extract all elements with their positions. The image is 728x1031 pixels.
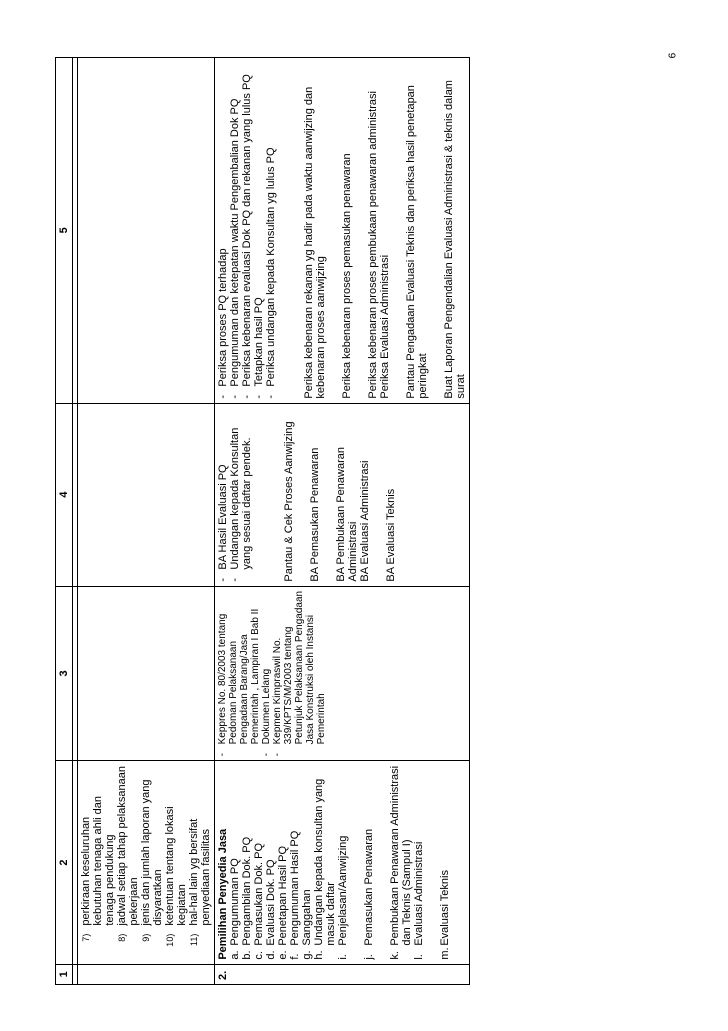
section-references (215, 586, 470, 761)
check-item: Periksa kebenaran proses pemasukan penawaran (341, 153, 353, 399)
list-item: d. Evaluasi Dok. PQ (265, 859, 277, 960)
output-item: BA Pemasukan Penawaran (309, 447, 321, 582)
check-item: Periksa kebenaran proses pembukaan penawaran administrasi (367, 91, 379, 399)
header-col-4: 4 (56, 403, 73, 586)
header-col-5: 5 (56, 58, 73, 404)
continuation-row (78, 58, 215, 985)
check-item: - Pengumuman dan ketepatan waktu Pengembalian Dok PQ (229, 62, 241, 399)
header-row (56, 58, 73, 985)
list-item: m. Evaluasi Teknis (439, 870, 451, 960)
check-item: Periksa kebenaran rekanan yg hadir pada waktu aanwijzing dan kebenaran proses aanwijzing (303, 86, 327, 399)
page-number: 9 (665, 52, 677, 59)
check-item: Pantau Pengadaan Evaluasi Teknis dan periksa hasil penetapan peringkat (405, 85, 429, 399)
check-item: Periksa Evaluasi Administrasi (379, 254, 391, 399)
reference-item: - Kepmen Kimpraswil No. 339/KPTS/M/2003 tentang Petunjuk Pelaksanaan Pengadaan Jasa Konstruksi oleh Instansi Pemerintah (272, 591, 327, 757)
section-checks (215, 58, 470, 404)
output-item: BA Pembukaan Penawaran Administrasi (335, 447, 359, 582)
section-steps (215, 761, 470, 964)
list-item: c. Pemasukan Dok. PQ (253, 842, 265, 960)
check-item: Buat Laporan Pengendalian Evaluasi Administrasi & teknis dalam surat (443, 80, 467, 399)
list-item: j. Pemasukan Penawaran (363, 828, 375, 960)
output-item: Pantau & Cek Proses Aanwijzing (283, 421, 295, 582)
header-col-3: 3 (56, 586, 73, 761)
continuation-items (78, 761, 215, 964)
list-item: 7) perkiraan keseluruhan kebutuhan tenaga ahli dan tenaga pendukung (80, 796, 116, 942)
list-item: h. Undangan kepada konsultan yang masuk daftar (313, 778, 337, 960)
list-item: 10) ketentuan tentang lokasi kegiatan (164, 806, 188, 947)
output-item: BA Evaluasi Administrasi (359, 460, 371, 582)
list-item: g. Sanggahan (301, 889, 313, 960)
output-item: BA Evaluasi Teknis (385, 488, 397, 582)
section-outputs (215, 403, 470, 586)
list-item: 9) jenis dan jumlah laporan yang disyaratkan (140, 779, 164, 942)
output-item: - Undangan kepada Konsultan yang sesuai daftar pendek. (229, 408, 253, 582)
check-item: - Periksa undangan kepada Konsultan yg lulus PQ (265, 62, 277, 399)
header-col-2: 2 (56, 761, 73, 964)
reference-item: - Dokumen Lelang (261, 591, 272, 757)
check-item: - Periksa kebenaran evaluasi Dok PQ dan rekanan yang lulus PQ (241, 62, 253, 399)
list-item: 8) jadwal setiap tahap pelaksanaan pekerjaan (116, 766, 140, 942)
list-item: l. Evaluasi Administrasi (413, 841, 425, 960)
supervision-table (55, 57, 470, 985)
output-item: - BA Hasil Evaluasi PQ (217, 408, 229, 582)
section-title: Pemilihan Penyedia Jasa (217, 828, 229, 960)
list-item: a. Pengumuman PQ (229, 858, 241, 960)
check-item: - Periksa proses PQ terhadap (217, 62, 229, 399)
list-item: i. Penjelasan/Aanwijzing (337, 835, 349, 960)
check-item: - Tetapkan hasil PQ (253, 62, 265, 399)
list-item: f. Pengumuman Hasil PQ (289, 830, 301, 960)
list-item: e. Penetapan Hasil PQ (277, 846, 289, 960)
list-item: 11) hal-hal lain yg bersifat penyediaan fasilitas (188, 818, 212, 947)
list-item: b. Pengambilan Dok. PQ (241, 836, 253, 960)
reference-item: - Keppres No. 80/2003 tentang Pedoman Pelaksanaan Pengadaan Barang/Jasa Pemerintah , Lampiran I Bab II (217, 591, 261, 757)
rotated-table-page (55, 57, 677, 985)
section-number: 2. (215, 964, 470, 984)
header-col-1: 1 (56, 964, 73, 984)
section-row (215, 58, 470, 985)
list-item: k. Pembukaan Penawaran Administrasi dan Teknis (Sampul I) (389, 765, 413, 960)
